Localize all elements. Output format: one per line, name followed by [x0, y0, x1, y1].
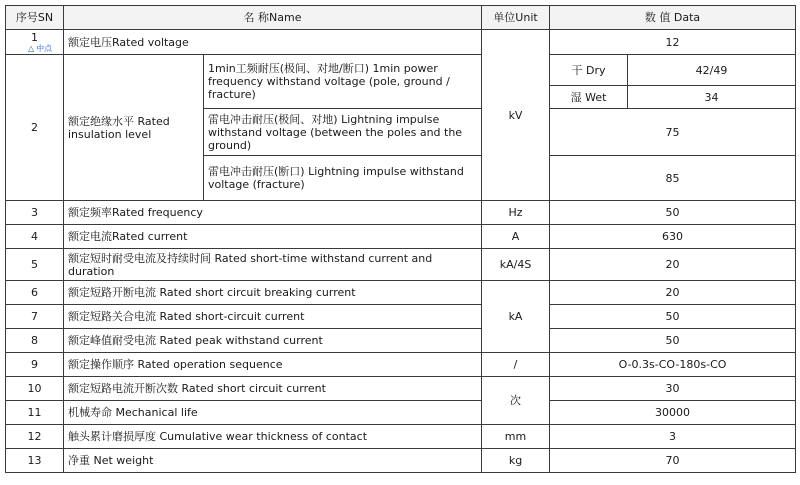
dry-value: 42/49 — [628, 55, 796, 86]
row-sn: 7 — [6, 305, 64, 329]
row-name: 额定频率Rated frequency — [64, 201, 482, 225]
header-unit: 单位Unit — [482, 6, 550, 30]
row-unit: A — [482, 225, 550, 249]
row-value: 85 — [550, 156, 796, 201]
row-name: 额定电流Rated current — [64, 225, 482, 249]
row-sn: 4 — [6, 225, 64, 249]
row-name: 额定短路开断电流 Rated short circuit breaking current — [64, 281, 482, 305]
row-sn: 5 — [6, 249, 64, 281]
triangle-marker: △ — [28, 44, 35, 53]
table-row — [6, 55, 796, 86]
row-sn: 11 — [6, 401, 64, 425]
row-value: 50 — [550, 201, 796, 225]
row-sn: 12 — [6, 425, 64, 449]
row-unit: kg — [482, 449, 550, 473]
table-row — [6, 377, 796, 401]
table-row — [6, 425, 796, 449]
wet-label: 湿 Wet — [550, 86, 628, 109]
row-sn: 8 — [6, 329, 64, 353]
table-row — [6, 401, 796, 425]
row-name: 额定操作顺序 Rated operation sequence — [64, 353, 482, 377]
row-sn-number: 1 — [31, 31, 38, 44]
table-row — [6, 30, 796, 55]
table-row — [6, 353, 796, 377]
table-row — [6, 201, 796, 225]
sub-name: 雷电冲击耐压(极间、对地) Lightning impulse withstand voltage (between the poles and the ground) — [204, 109, 482, 156]
row-unit: mm — [482, 425, 550, 449]
row-unit: kA/4S — [482, 249, 550, 281]
row-value: 50 — [550, 305, 796, 329]
row-value: 630 — [550, 225, 796, 249]
row-value: 50 — [550, 329, 796, 353]
row-value: 20 — [550, 281, 796, 305]
row-sn: 2 — [6, 55, 64, 201]
row-unit: Hz — [482, 201, 550, 225]
row-sn: 10 — [6, 377, 64, 401]
row-value: 70 — [550, 449, 796, 473]
table-header-row — [6, 6, 796, 30]
row-unit: kV — [482, 30, 550, 201]
row-value: 12 — [550, 30, 796, 55]
table-row — [6, 329, 796, 353]
specification-table — [5, 5, 796, 473]
row-sn: 9 — [6, 353, 64, 377]
row-value: O-0.3s-CO-180s-CO — [550, 353, 796, 377]
table-row — [6, 305, 796, 329]
header-sn: 序号SN — [6, 6, 64, 30]
row-unit: / — [482, 353, 550, 377]
row-sn — [6, 30, 64, 55]
row-value: 20 — [550, 249, 796, 281]
row-name: 额定峰值耐受电流 Rated peak withstand current — [64, 329, 482, 353]
header-name: 名 称Name — [64, 6, 482, 30]
table-row — [6, 281, 796, 305]
sub-name: 1min工频耐压(极间、对地/断口) 1min power frequency withstand voltage (pole, ground / fracture) — [204, 55, 482, 109]
row-name: 额定短路关合电流 Rated short-circuit current — [64, 305, 482, 329]
row-name: 机械寿命 Mechanical life — [64, 401, 482, 425]
header-data: 数 值 Data — [550, 6, 796, 30]
row-unit: kA — [482, 281, 550, 353]
row-name: 额定短时耐受电流及持续时间 Rated short-time withstand current and duration — [64, 249, 482, 281]
midpoint-note — [10, 44, 59, 53]
row-name: 额定绝缘水平 Rated insulation level — [64, 55, 204, 201]
table-row — [6, 225, 796, 249]
row-value: 30 — [550, 377, 796, 401]
row-value: 30000 — [550, 401, 796, 425]
row-name: 触头累计磨损厚度 Cumulative wear thickness of contact — [64, 425, 482, 449]
row-unit: 次 — [482, 377, 550, 425]
wet-value: 34 — [628, 86, 796, 109]
table-row — [6, 249, 796, 281]
row-name: 净重 Net weight — [64, 449, 482, 473]
row-value: 75 — [550, 109, 796, 156]
midpoint-note-text: 中点 — [36, 44, 53, 53]
row-sn: 13 — [6, 449, 64, 473]
row-sn: 6 — [6, 281, 64, 305]
table-row — [6, 449, 796, 473]
row-sn: 3 — [6, 201, 64, 225]
row-value: 3 — [550, 425, 796, 449]
row-name: 额定电压Rated voltage — [64, 30, 482, 55]
dry-label: 干 Dry — [550, 55, 628, 86]
sub-name: 雷电冲击耐压(断口) Lightning impulse withstand voltage (fracture) — [204, 156, 482, 201]
row-name: 额定短路电流开断次数 Rated short circuit current — [64, 377, 482, 401]
